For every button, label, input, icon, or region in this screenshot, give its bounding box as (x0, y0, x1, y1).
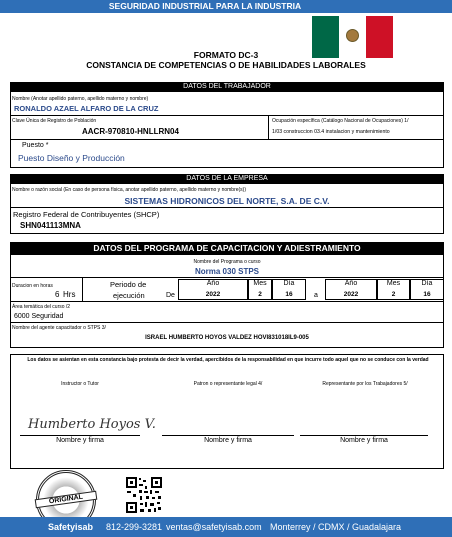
worker-divider-1 (10, 115, 444, 116)
workers-sign-caption: Nombre y firma (340, 437, 388, 444)
to-year-value: 2022 (343, 291, 359, 298)
agent-value: ISRAEL HUMBERTO HOYOS VALDEZ HOVI831018IL9-005 (145, 335, 309, 341)
employer-sign-line (162, 435, 294, 436)
to-day-value: 16 (423, 291, 431, 298)
instructor-signature: Humberto Hoyos V. (28, 417, 156, 432)
duration-value: 6 (55, 290, 60, 299)
footer-email[interactable]: ventas@safetyisab.com (166, 522, 262, 532)
program-divider-1 (10, 277, 444, 278)
curp-value: AACR-970810-HNLLRN04 (82, 127, 179, 136)
company-section-header: DATOS DE LA EMPRESA (10, 174, 444, 184)
duration-divider (82, 277, 83, 301)
position-label: Puesto * (22, 142, 49, 149)
qr-code-icon (125, 476, 163, 514)
workers-sign-line (300, 435, 428, 436)
footer-cities: Monterrey / CDMX / Guadalajara (270, 522, 402, 532)
footer-phone: 812-299-3281 (106, 522, 163, 532)
declaration-text: Los datos se asientan en esta constancia bajo protesta de decir la verdad, apercibidos de la responsabilidad en que incurre todo aquel que no se conduce con la verdad (27, 357, 429, 363)
occupation-value: 1/03 construccion 03.4 instalacion y mantenimiento (272, 129, 390, 135)
from-year-value: 2022 (205, 291, 221, 298)
period-label-1: Periodo de (110, 280, 147, 289)
to-year-label: Año (344, 280, 358, 287)
from-month-value: 2 (258, 291, 262, 298)
to-month-label: Mes (386, 280, 401, 287)
from-label: De (166, 292, 175, 299)
worker-divider-2 (10, 139, 444, 140)
instructor-sign-caption: Nombre y firma (56, 437, 104, 444)
worker-section-header: DATOS DEL TRABAJADOR (10, 82, 444, 92)
occupation-label: Ocupación específica (Catálogo Nacional de Ocupaciones) 1/ (272, 118, 409, 124)
rfc-label: Registro Federal de Contribuyentes (SHCP) (13, 210, 160, 219)
worker-name-value: RONALDO AZAEL ALFARO DE LA CRUZ (14, 104, 159, 113)
banner-text: SEGURIDAD INDUSTRIAL PARA LA INDUSTRIA (108, 1, 302, 11)
from-day-label: Día (283, 280, 295, 287)
to-label: a (314, 292, 318, 299)
from-day-value: 16 (285, 291, 293, 298)
duration-unit: Hrs (63, 290, 76, 299)
instructor-sign-line (20, 435, 140, 436)
program-section-header: DATOS DEL PROGRAMA DE CAPACITACION Y ADIESTRAMIENTO (10, 242, 444, 255)
document-title: CONSTANCIA DE COMPETENCIAS O DE HABILIDADES LABORALES (86, 60, 366, 70)
from-month-label: Mes (253, 280, 267, 287)
company-name-value: SISTEMAS HIDRONICOS DEL NORTE, S.A. DE C.V. (124, 196, 330, 206)
program-divider-2 (10, 301, 444, 302)
worker-name-label: Nombre (Anotar apellido paterno, apellido materno y nombre) (12, 96, 149, 102)
agent-label: Nombre del agente capacitador o STPS 3/ (12, 325, 106, 331)
course-label: Nombre del Programa o curso (193, 259, 261, 265)
duration-label: Duracion en horas (12, 283, 53, 289)
period-label-2: ejecución (113, 291, 145, 300)
employer-sign-caption: Nombre y firma (204, 437, 252, 444)
workers-label: Representante por los Trabajadores 5/ (322, 381, 408, 387)
position-value: Puesto Diseño y Producción (18, 153, 125, 163)
program-divider-3 (10, 322, 444, 323)
signature-section (10, 354, 444, 469)
rfc-value: SHN041113MNA (20, 221, 81, 230)
format-title: FORMATO DC-3 (193, 50, 259, 60)
company-name-label: Nombre o razón social (En caso de persona física, anotar apellido paterno, apellido materno y nombre(s)) (12, 187, 247, 193)
from-year-label: Año (206, 280, 220, 287)
employer-label: Patron o representante legal 4/ (193, 381, 263, 387)
stamp-text: ORIGINAL (35, 491, 98, 509)
area-value: 6000 Seguridad (14, 313, 64, 320)
company-divider (10, 207, 444, 208)
area-label: Área temática del curso /2 (12, 304, 71, 310)
to-month-value: 2 (391, 291, 396, 298)
footer-brand: Safetyisab (48, 522, 94, 532)
curp-divider (268, 115, 269, 139)
instructor-label: Instructor o Tutor (61, 381, 99, 387)
to-day-label: Día (421, 280, 433, 287)
curp-label: Clave Única de Registro de Población (12, 118, 97, 124)
course-value: Norma 030 STPS (194, 267, 260, 276)
